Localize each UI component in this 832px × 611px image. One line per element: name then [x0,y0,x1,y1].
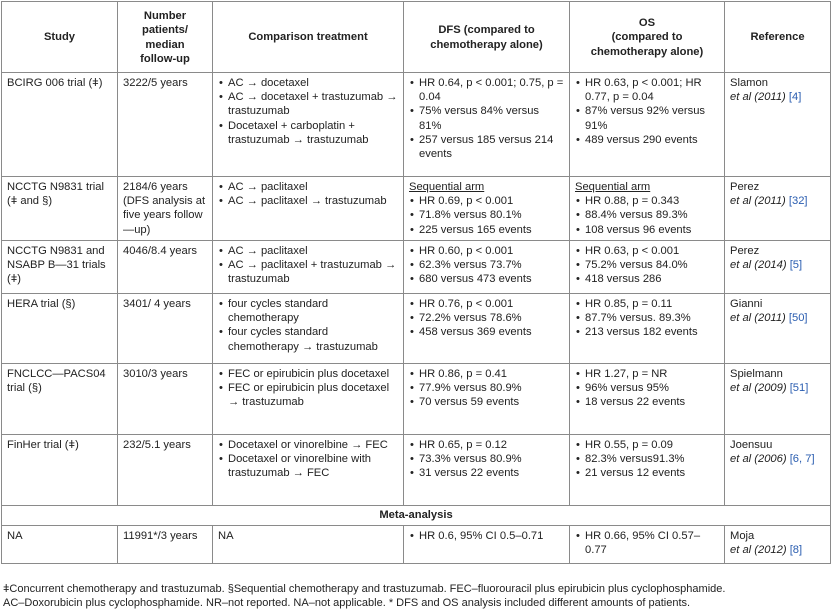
list-item: • AC → paclitaxel [218,244,398,258]
arm-label: Sequential arm [409,181,485,193]
list-item: • 82.3% versus91.3% [575,452,719,466]
reference-cell: Gianni et al (2011) [50] [725,294,831,364]
os-cell [570,526,725,564]
reference-link[interactable]: [32] [788,195,808,208]
reference-cell: Perez et al (2014) [5] [725,241,831,294]
study-cell: FNCLCC—PACS04 trial (§) [2,364,118,435]
list-item: • HR 0.63, p < 0.001 [575,244,719,258]
list-item: • HR 0.65, p = 0.12 [409,438,564,452]
list-item: • 88.4% versus 89.3% [575,208,719,222]
reference-cell: Joensuu et al (2006) [6, 7] [725,435,831,506]
comparison-cell: NA [213,526,404,564]
list-item: • 73.3% versus 80.9% [409,452,564,466]
dfs-cell [404,241,570,294]
header-dfs: DFS (compared to chemotherapy alone) [404,2,570,73]
list-item: • four cycles standard chemotherapy [218,297,398,325]
list-item: • HR 0.64, p < 0.001; 0.75, p = 0.04 [409,76,564,104]
list-item: • AC → docetaxel [218,76,398,90]
study-cell: NCCTG N9831 and NSABP B—31 trials (ǂ) [2,241,118,294]
trials-table [1,1,831,564]
list-item: • 225 versus 165 events [409,223,564,237]
os-cell [570,294,725,364]
list-item: • Docetaxel + carboplatin + trastuzumab → trastuzumab [218,119,398,147]
table-row [2,294,831,364]
list-item: • HR 0.69, p < 0.001 [409,194,564,208]
reference-link[interactable]: [50] [788,312,808,325]
os-cell [570,435,725,506]
patients-cell: 3010/3 years [118,364,213,435]
list-item: • 458 versus 369 events [409,325,564,339]
reference-link[interactable]: [4] [788,91,802,104]
list-item: • AC → paclitaxel + trastuzumab → trastuzumab [218,258,398,286]
list-item: • 72.2% versus 78.6% [409,311,564,325]
list-item: • 70 versus 59 events [409,395,564,409]
list-item: • AC → paclitaxel [218,180,398,194]
list-item: • AC → docetaxel + trastuzumab → trastuzumab [218,90,398,118]
patients-cell: 3401/ 4 years [118,294,213,364]
patients-cell: 2184/6 years (DFS analysis at five years follow—up) [118,177,213,241]
list-item: • HR 1.27, p = NR [575,367,719,381]
patients-cell: 232/5.1 years [118,435,213,506]
reference-cell: Slamon et al (2011) [4] [725,73,831,177]
comparison-cell [213,364,404,435]
comparison-cell [213,177,404,241]
footnote-line: ǂConcurrent chemotherapy and trastuzumab. §Sequential chemotherapy and trastuzumab. FEC–fluorouracil plus epirubicin plus cyclophosphamide. [3,583,726,595]
dfs-cell [404,294,570,364]
os-cell [570,73,725,177]
reference-cell: Perez et al (2011) [32] [725,177,831,241]
comparison-cell [213,241,404,294]
reference-link[interactable]: [8] [789,544,803,557]
list-item: • four cycles standard chemotherapy → trastuzumab [218,325,398,353]
reference-link[interactable]: [51] [789,382,809,395]
list-item: • Docetaxel or vinorelbine → FEC [218,438,398,452]
list-item: • FEC or epirubicin plus docetaxel [218,367,398,381]
comparison-cell [213,294,404,364]
table-row [2,241,831,294]
meta-analysis-title: Meta-analysis [2,506,831,526]
study-cell: FinHer trial (ǂ) [2,435,118,506]
list-item: • HR 0.86, p = 0.41 [409,367,564,381]
dfs-cell [404,177,570,241]
list-item: • FEC or epirubicin plus docetaxel → trastuzumab [218,381,398,409]
table-footnote [3,583,829,610]
list-item: • 18 versus 22 events [575,395,719,409]
footnote-line: AC–Doxorubicin plus cyclophosphamide. NR–not reported. NA–not applicable. * DFS and OS analysis included different amounts of patients. [3,596,691,609]
header-patients: Number patients/ median follow-up [118,2,213,73]
table-row [2,435,831,506]
meta-analysis-row [2,506,831,526]
table-row [2,177,831,241]
list-item: • 71.8% versus 80.1% [409,208,564,222]
reference-cell: Moja et al (2012) [8] [725,526,831,564]
os-cell [570,364,725,435]
comparison-cell [213,73,404,177]
study-cell: BCIRG 006 trial (ǂ) [2,73,118,177]
header-comparison: Comparison treatment [213,2,404,73]
comparison-cell [213,435,404,506]
header-row [2,2,831,73]
list-item: • HR 0.88, p = 0.343 [575,194,719,208]
list-item: • 21 versus 12 events [575,466,719,480]
list-item: • HR 0.55, p = 0.09 [575,438,719,452]
dfs-cell [404,73,570,177]
list-item: • 257 versus 185 versus 214 events [409,133,564,161]
reference-cell: Spielmann et al (2009) [51] [725,364,831,435]
patients-cell: 11991*/3 years [118,526,213,564]
list-item: • 489 versus 290 events [575,133,719,147]
list-item: • HR 0.63, p < 0.001; HR 0.77, p = 0.04 [575,76,719,104]
list-item: • AC → paclitaxel → trastuzumab [218,194,398,208]
list-item: • 77.9% versus 80.9% [409,381,564,395]
list-item: • HR 0.60, p < 0.001 [409,244,564,258]
list-item: • Docetaxel or vinorelbine with trastuzumab → FEC [218,452,398,480]
patients-cell: 3222/5 years [118,73,213,177]
list-item: • 75.2% versus 84.0% [575,258,719,272]
header-study: Study [2,2,118,73]
list-item: • 87.7% versus. 89.3% [575,311,719,325]
list-item: • 213 versus 182 events [575,325,719,339]
dfs-cell [404,435,570,506]
table-row [2,364,831,435]
list-item: • 680 versus 473 events [409,272,564,286]
list-item: • HR 0.76, p < 0.001 [409,297,564,311]
reference-link[interactable]: [5] [789,259,803,272]
list-item: • HR 0.66, 95% CI 0.57–0.77 [575,529,719,557]
os-cell [570,241,725,294]
os-cell [570,177,725,241]
list-item: • 96% versus 95% [575,381,719,395]
study-cell: NA [2,526,118,564]
study-cell: NCCTG N9831 trial (ǂ and §) [2,177,118,241]
table-row [2,73,831,177]
list-item: • 108 versus 96 events [575,223,719,237]
table-row [2,526,831,564]
list-item: • HR 0.85, p = 0.11 [575,297,719,311]
header-reference: Reference [725,2,831,73]
header-os: OS (compared to chemotherapy alone) [570,2,725,73]
list-item: • 31 versus 22 events [409,466,564,480]
list-item: • 62.3% versus 73.7% [409,258,564,272]
list-item: • HR 0.6, 95% CI 0.5–0.71 [409,529,564,543]
patients-cell: 4046/8.4 years [118,241,213,294]
dfs-cell [404,526,570,564]
list-item: • 418 versus 286 [575,272,719,286]
dfs-cell [404,364,570,435]
arm-label: Sequential arm [575,181,651,193]
study-cell: HERA trial (§) [2,294,118,364]
reference-link[interactable]: [6, 7] [789,453,815,466]
list-item: • 75% versus 84% versus 81% [409,104,564,132]
list-item: • 87% versus 92% versus 91% [575,104,719,132]
